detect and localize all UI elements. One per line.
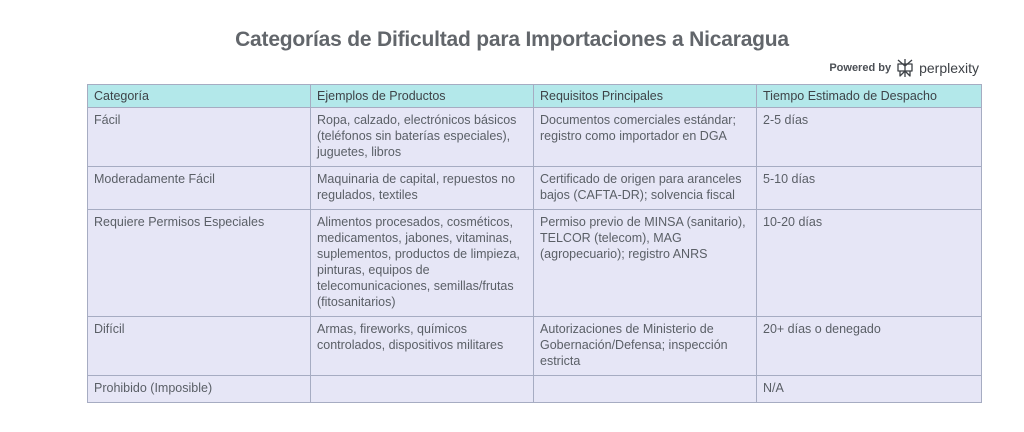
cell-requirements: Autorizaciones de Ministerio de Gobernación/Defensa; inspección estricta — [534, 317, 757, 376]
cell-time: N/A — [757, 376, 982, 403]
table-row — [88, 167, 982, 210]
cell-time: 10-20 días — [757, 210, 982, 317]
cell-products: Alimentos procesados, cosméticos, medicamentos, jabones, vitaminas, suplementos, productos de limpieza, pinturas, equipos de telecomunicaciones, semillas/frutas (fitosanitarios) — [311, 210, 534, 317]
table-row — [88, 108, 982, 167]
cell-category: Requiere Permisos Especiales — [88, 210, 311, 317]
table-row — [88, 317, 982, 376]
cell-requirements — [534, 376, 757, 403]
header-product-examples: Ejemplos de Productos — [311, 85, 534, 108]
table-row — [88, 210, 982, 317]
cell-requirements: Documentos comerciales estándar; registro como importador en DGA — [534, 108, 757, 167]
brand-name: perplexity — [919, 60, 979, 76]
table-row — [88, 376, 982, 403]
cell-time: 20+ días o denegado — [757, 317, 982, 376]
powered-by-perplexity[interactable] — [829, 58, 979, 78]
perplexity-logo-icon — [896, 58, 914, 78]
page-title: Categorías de Dificultad para Importaciones a Nicaragua — [235, 28, 789, 51]
cell-products — [311, 376, 534, 403]
import-categories-table — [87, 84, 981, 395]
header-main-requirements: Requisitos Principales — [534, 85, 757, 108]
cell-products: Ropa, calzado, electrónicos básicos (teléfonos sin baterías especiales), juguetes, libros — [311, 108, 534, 167]
cell-category: Difícil — [88, 317, 311, 376]
cell-category: Prohibido (Imposible) — [88, 376, 311, 403]
cell-category: Moderadamente Fácil — [88, 167, 311, 210]
cell-products: Maquinaria de capital, repuestos no regulados, textiles — [311, 167, 534, 210]
cell-requirements: Certificado de origen para aranceles bajos (CAFTA-DR); solvencia fiscal — [534, 167, 757, 210]
cell-requirements: Permiso previo de MINSA (sanitario), TELCOR (telecom), MAG (agropecuario); registro ANRS — [534, 210, 757, 317]
table-header-row — [88, 85, 982, 108]
cell-products: Armas, fireworks, químicos controlados, dispositivos militares — [311, 317, 534, 376]
cell-time: 2-5 días — [757, 108, 982, 167]
header-estimated-time: Tiempo Estimado de Despacho — [757, 85, 982, 108]
cell-time: 5-10 días — [757, 167, 982, 210]
powered-by-label: Powered by — [829, 62, 892, 74]
cell-category: Fácil — [88, 108, 311, 167]
header-category: Categoría — [88, 85, 311, 108]
